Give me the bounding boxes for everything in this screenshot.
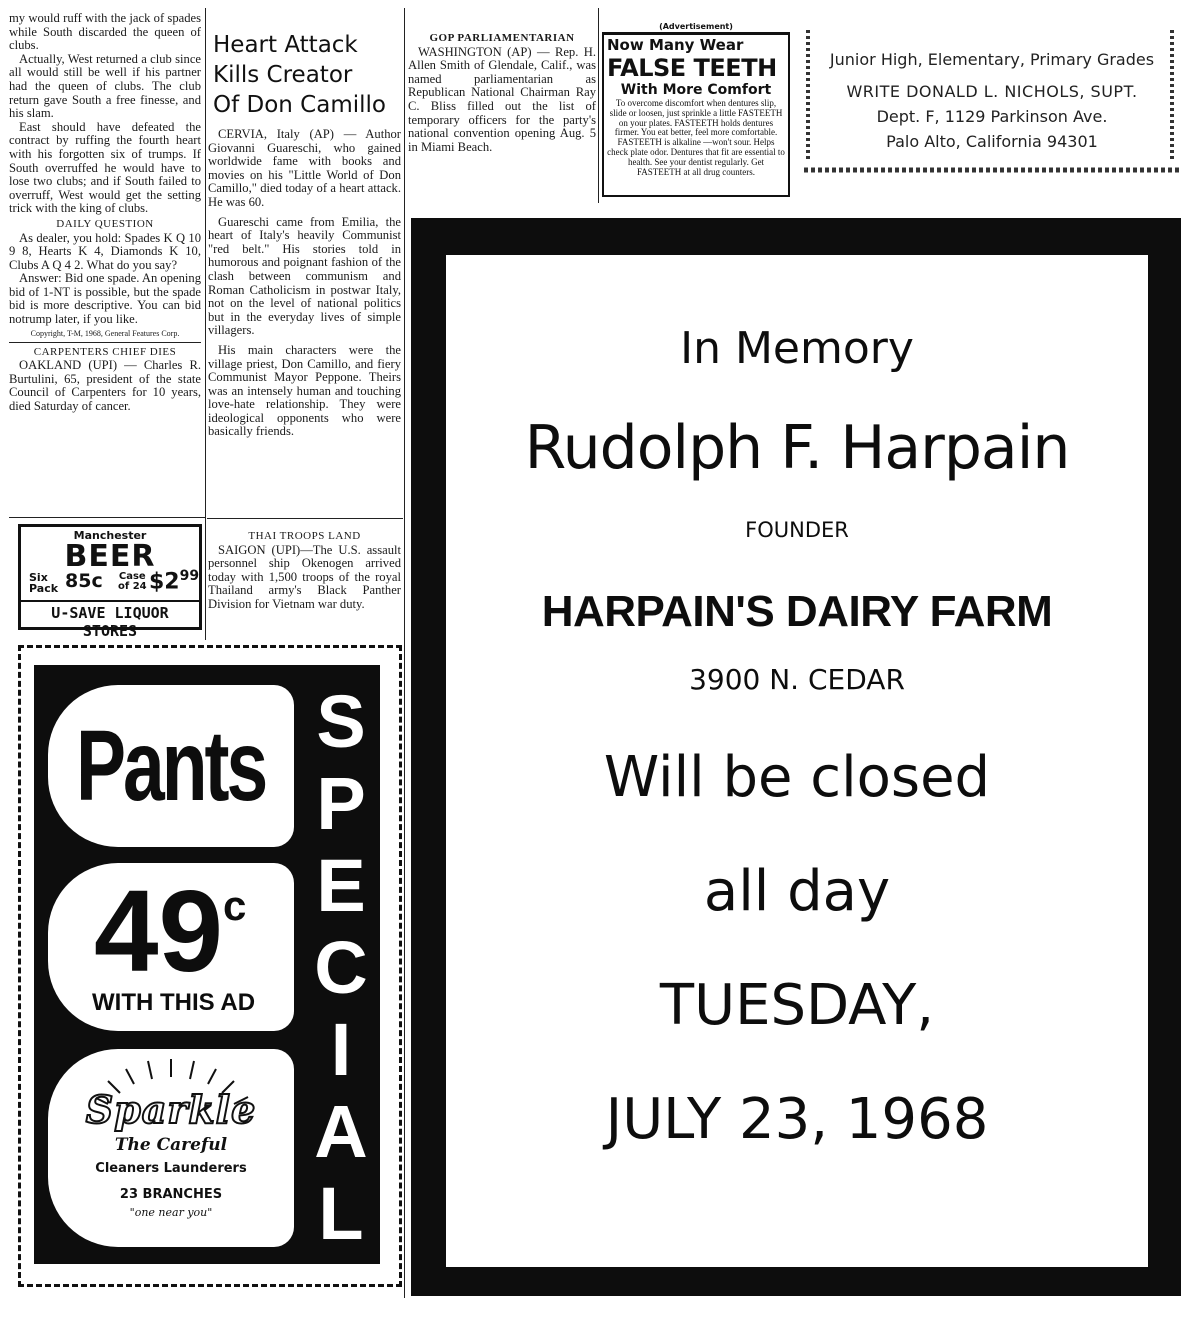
business-name: HARPAIN'S DAIRY FARM [541,587,1053,636]
pants-pill [48,685,294,847]
headline-line: Of Don Camillo [213,92,386,118]
article-paragraph: His main characters were the village priest, Don Camillo, and fiery Communist Mayor Peppone. Theirs was an intensely human and touching love-hate relationship. They were ideological opponents who were basically friends. [208,342,401,439]
divider [9,517,205,518]
daily-question-heading: DAILY QUESTION [56,217,154,230]
thai-article [208,530,401,612]
sparkle-services: Cleaners Launderers [95,1161,247,1176]
case-price-cents: 99 [179,568,200,584]
carpenters-text: OAKLAND (UPI) — Charles R. Burtulini, 65, president of the state Council of Carpenters for 10 years, died Saturday of cancer. [9,358,201,414]
memorial-panel [446,255,1148,1267]
bridge-paragraph: East should have defeated the contract by ruffing the fourth heart with his forgotten six of trumps. If South overruffed he would have to lose two clubs; and if South failed to overruff, West would get the setting trick with the king of clubs. [9,119,201,216]
special-letter: A [314,1090,368,1173]
pants-special-ad [18,645,402,1287]
school-line2: WRITE DONALD L. NICHOLS, SUPT. [846,82,1138,101]
daily-answer-text: Answer: Bid one spade. An opening bid of 1-NT is possible, but the spade bid is more descriptive. You can bid notrump later, if you like. [9,271,201,327]
copyright-line: Copyright, T-M, 1968, General Features Corp. [30,328,180,338]
guareschi-headline [213,30,403,120]
sparkle-branches: 23 BRANCHES [119,1187,223,1202]
gop-article [408,32,596,154]
beer-product: BEER [64,539,156,574]
price-number: 49 [94,866,224,996]
business-address: 3900 N. CEDAR [689,663,905,696]
divider [9,342,201,343]
guareschi-article [208,128,401,439]
memorial-notice [411,218,1181,1296]
sparkle-tagline: The Careful [114,1135,228,1155]
column-rule [404,8,405,1298]
special-letter: I [330,1008,352,1091]
pants-ad-panel [34,665,380,1264]
fasteeth-body: To overcome discomfort when dentures slip, slide or loosen, just sprinkle a little FASTEETH on your plates. FASTEETH holds dentures firmer. You eat better, feel more comfortable. FASTEETH is alkaline —won't sour. Helps check plate odor. Dentures that fit are essential to health. See your dentist regularly. Get FASTEETH at all drug counters. [607,98,785,177]
price-pill [48,863,294,1031]
school-line3: Dept. F, 1129 Parkinson Ave. [876,107,1108,126]
special-letter: L [318,1172,364,1255]
with-ad-label: WITH THIS AD [92,989,256,1016]
thai-heading: THAI TROOPS LAND [248,530,361,542]
price-value [94,866,247,996]
beer-store: U-SAVE LIQUOR STORES [21,600,199,640]
sparkle-brand: Sparkle [85,1087,257,1132]
headline-line: Kills Creator [213,62,353,88]
special-letter: C [314,926,368,1009]
case-price [149,568,199,594]
fasteeth-ad [602,22,790,200]
school-line4: Palo Alto, California 94301 [886,132,1098,151]
article-paragraph: Guareschi came from Emilia, the heart of Italy's heavily Communist "red belt." His stories told in humorous and poignant fashion of the clash between communism and Roman Catholicism in postwar Italy, not on the level of national politics but in the everyday lives of simple villagers. [208,214,401,338]
headline-line: Heart Attack [213,32,358,58]
memorial-role: FOUNDER [745,518,849,542]
closed-line: Will be closed [603,745,991,810]
price-cent: c [223,882,247,929]
carpenters-heading: CARPENTERS CHIEF DIES [33,345,177,358]
special-letter: E [316,844,366,927]
beer-prices [21,568,200,600]
special-vertical-text [296,665,386,1264]
six-pack-price: 85c [65,570,103,592]
closed-day: TUESDAY, [659,973,935,1038]
article-paragraph: CERVIA, Italy (AP) — Author Giovanni Guareschi, who gained worldwide fame with books and movies on his "Little World of Don Camillo," died today of a heart attack. He was 60. [208,127,401,209]
bridge-column [9,12,201,414]
bridge-paragraph: Actually, West returned a club since all would still be well if his partner had the queen of clubs. The club return gave South a free finesse, and his slam. [9,51,201,121]
thai-text: SAIGON (UPI)—The U.S. assault personnel ship Okenogen arrived today with 1,500 troops of the royal Thailand army's Black Panther Division for Vietnam war duty. [208,542,401,611]
school-ad [804,30,1180,176]
sparkle-slogan: "one near you" [129,1206,213,1219]
divider [207,518,403,519]
six-pack-label: Six [29,571,48,584]
fasteeth-line2: FALSE TEETH [607,54,777,82]
fasteeth-line3: With More Comfort [620,82,772,98]
gop-text: WASHINGTON (AP) — Rep. H. Allen Smith of Glendale, Calif., was named parliamentarian as Republican National Chairman Ray C. Bliss filled out the list of temporary officers for the party's national convention opening Aug. 5 in Miami Beach. [408,44,596,154]
case-label: Case [118,571,146,582]
beer-ad [18,524,202,640]
case-price-dollars: $2 [149,569,180,595]
gop-heading: GOP PARLIAMENTARIAN [429,32,575,44]
special-letter: S [316,680,366,763]
in-memory-line: In Memory [680,323,914,374]
column-rule [598,8,599,203]
sparkle-pill [48,1049,294,1247]
beer-brand: Manchester [73,529,147,542]
school-line1: Junior High, Elementary, Primary Grades [829,50,1155,69]
ad-tag: (Advertisement) [602,22,790,33]
column-rule [205,8,206,640]
daily-question-text: As dealer, you hold: Spades K Q 10 9 8, Hearts K 4, Diamonds K 10, Clubs A Q 4 2. What do you say? [9,230,201,272]
six-pack-label: Pack [29,582,59,595]
case-label: of 24 [118,581,147,592]
memorial-name: Rudolph F. Harpain [524,413,1070,483]
special-letter: P [316,762,366,845]
closed-date: JULY 23, 1968 [605,1087,989,1152]
closed-line: all day [703,859,891,924]
pants-label: Pants [76,710,266,822]
fasteeth-line1: Now Many Wear [607,36,744,54]
bridge-paragraph: my would ruff with the jack of spades while South discarded the queen of clubs. [9,11,201,53]
